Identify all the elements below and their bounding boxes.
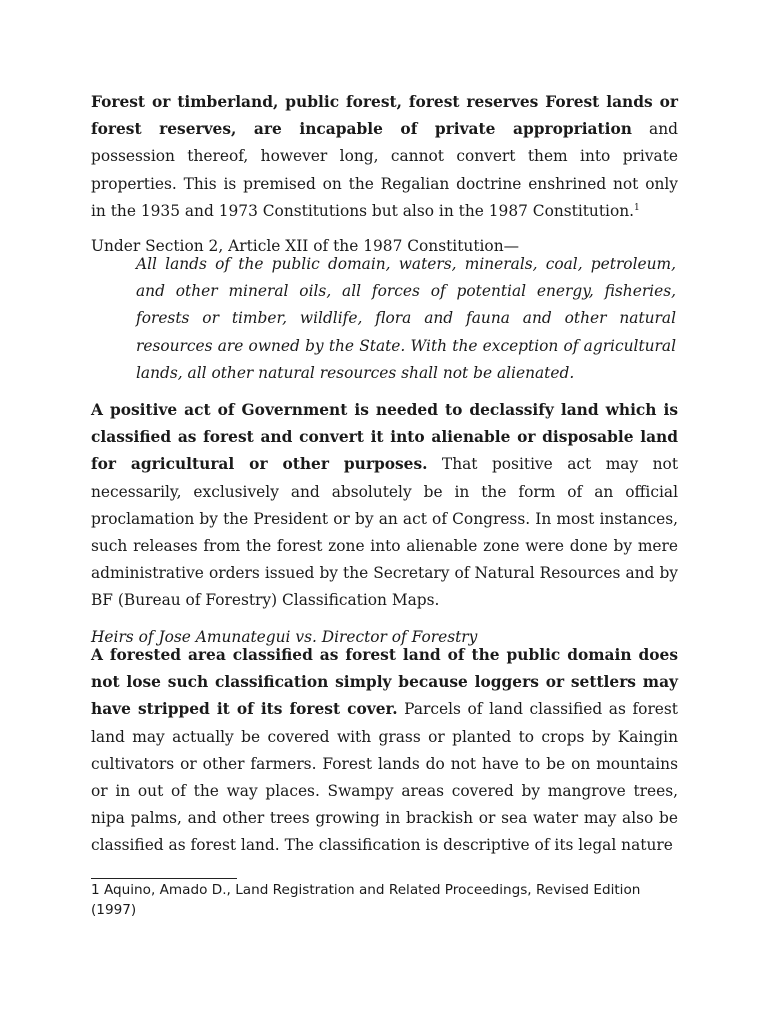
paragraph-forested-area (91, 642, 678, 860)
paragraph-forest-lands-bold: Forest or timberland, public forest, forest reserves Forest lands or forest reserves, are incapable of private appropriation (91, 93, 678, 139)
section-intro: Under Section 2, Article XII of the 1987 Constitution— (91, 237, 519, 255)
paragraph-forested-area-text: Parcels of land classified as forest land may actually be covered with grass or planted to crops by Kaingin cultivators or other farmers. Forest lands do not have to be on mountains or in out of the way places. Swampy areas covered by mangrove trees, nipa palms, and other trees growing in brackish or sea water may also be classified as forest land. The classification is descriptive of its legal nature (91, 700, 678, 855)
constitution-quote: All lands of the public domain, waters, minerals, coal, petroleum, and other mineral oils, all forces of potential energy, fisheries, forests or timber, wildlife, flora and fauna and other natural resources are owned by the State. With the exception of agricultural lands, all other natural resources shall not be alienated. (136, 255, 676, 382)
paragraph-forest-lands (91, 89, 678, 225)
footnote-reference: 1 (634, 202, 640, 213)
paragraph-positive-act-text: That positive act may not necessarily, exclusively and absolutely be in the form of an official proclamation by the President or by an act of Congress. In most instances, such releases from the forest zone into alienable zone were done by mere administrative orders issued by the Secretary of Natural Resources and by BF (Bureau of Forestry) Classification Maps. (91, 455, 679, 610)
paragraph-positive-act-bold: A positive act of Government is needed to declassify land which is classified as forest and convert it into alienable or disposable land for agricultural or other purposes. (91, 401, 678, 474)
case-title: Heirs of Jose Amunategui vs. Director of Forestry (91, 628, 478, 646)
footnote: 1 Aquino, Amado D., Land Registration and Related Proceedings, Revised Edition (1997) (91, 882, 641, 918)
paragraph-forest-lands-text: and possession thereof, however long, cannot convert them into private properties. This is premised on the Regalian doctrine enshrined not only in the 1935 and 1973 Constitutions but also in the 1987 Constitution. (91, 120, 678, 220)
paragraph-forested-area-bold: A forested area classified as forest land of the public domain does not lose such classification simply because loggers or settlers may have stripped it of its forest cover. (91, 646, 678, 719)
paragraph-positive-act (91, 397, 678, 615)
footnote-separator (91, 878, 237, 879)
